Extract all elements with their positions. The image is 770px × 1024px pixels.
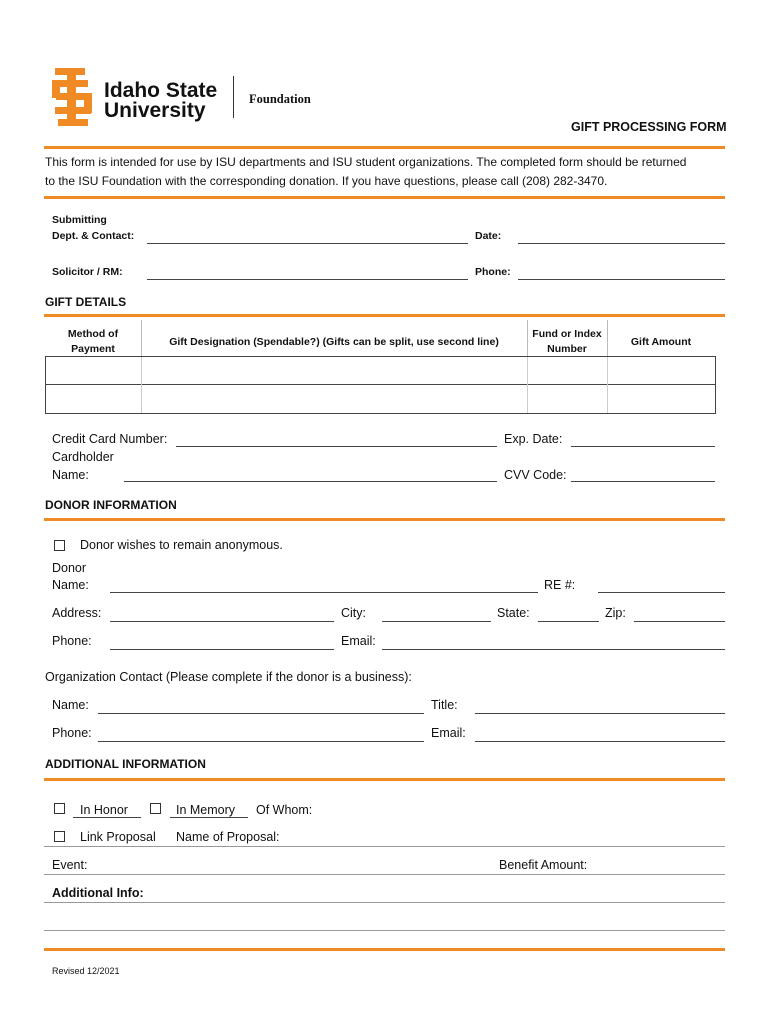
- proposal-name-label: Name of Proposal:: [176, 830, 280, 844]
- intro-line-2: to the ISU Foundation with the corresponding donation. If you have questions, please call (208) 282-3470.: [45, 174, 608, 188]
- event-field[interactable]: [44, 874, 725, 875]
- org-phone-field[interactable]: [98, 741, 424, 742]
- gift-details-heading: GIFT DETAILS: [45, 295, 127, 309]
- footer-rule: [44, 948, 725, 951]
- col-fund-line2: Number: [547, 343, 587, 355]
- org-name-field[interactable]: [98, 713, 424, 714]
- table-header-vline-3: [607, 320, 608, 356]
- additional-info-rule: [44, 778, 725, 781]
- cardholder-label-2: Name:: [52, 468, 89, 482]
- col-method: [45, 327, 141, 357]
- intro-line-1: This form is intended for use by ISU departments and ISU student organizations. The completed form should be returned: [45, 155, 687, 169]
- exp-date-field[interactable]: [571, 446, 715, 447]
- in-memory-label: In Memory: [176, 803, 236, 817]
- org-name-label: Name:: [52, 698, 89, 712]
- row1-amount-cell[interactable]: [608, 357, 714, 384]
- university-name-line1: Idaho State: [104, 79, 218, 102]
- of-whom-field[interactable]: [318, 817, 725, 818]
- link-proposal-label: Link Proposal: [80, 830, 156, 844]
- org-email-field[interactable]: [475, 741, 725, 742]
- donor-name-field[interactable]: [110, 592, 538, 593]
- date-field[interactable]: [518, 243, 725, 244]
- solicitor-label: Solicitor / RM:: [52, 266, 123, 278]
- additional-info-field-1[interactable]: [44, 902, 725, 903]
- city-field[interactable]: [382, 621, 491, 622]
- benefit-amount-label: Benefit Amount:: [499, 858, 588, 872]
- of-whom-label: Of Whom:: [256, 803, 313, 817]
- additional-info-label: Additional Info:: [52, 886, 144, 900]
- exp-date-label: Exp. Date:: [504, 432, 563, 446]
- cardholder-name-field[interactable]: [124, 481, 497, 482]
- dept-contact-field[interactable]: [147, 243, 468, 244]
- revised-date: Revised 12/2021: [52, 966, 120, 976]
- solicitor-field[interactable]: [147, 279, 468, 280]
- submitting-label-2: Dept. & Contact:: [52, 230, 135, 242]
- zip-label: Zip:: [605, 606, 626, 620]
- cc-number-label: Credit Card Number:: [52, 432, 168, 446]
- row2-fund-cell[interactable]: [528, 385, 606, 412]
- table-header-vline-2: [527, 320, 528, 356]
- cc-number-field[interactable]: [176, 446, 497, 447]
- in-memory-checkbox[interactable]: [150, 803, 161, 814]
- donor-name-label-1: Donor: [52, 561, 87, 575]
- re-number-field[interactable]: [598, 592, 725, 593]
- row2-method-cell[interactable]: [46, 385, 140, 412]
- org-contact-note: Organization Contact (Please complete if the donor is a business):: [45, 670, 412, 684]
- cardholder-label-1: Cardholder: [52, 450, 114, 464]
- gift-details-rule: [44, 314, 725, 317]
- donor-phone-label: Phone:: [52, 634, 92, 648]
- link-proposal-checkbox[interactable]: [54, 831, 65, 842]
- col-method-line1: Method of: [67, 328, 119, 340]
- donor-info-heading: DONOR INFORMATION: [45, 498, 177, 512]
- phone-label: Phone:: [475, 266, 511, 278]
- additional-info-heading: ADDITIONAL INFORMATION: [45, 757, 206, 771]
- title-rule: [44, 146, 725, 149]
- logo-divider: [233, 76, 234, 118]
- donor-info-rule: [44, 518, 725, 521]
- address-label: Address:: [52, 606, 102, 620]
- anonymous-label: Donor wishes to remain anonymous.: [80, 538, 283, 552]
- submitting-label-1: Submitting: [52, 214, 107, 226]
- in-memory-underline: [170, 817, 248, 818]
- donor-phone-field[interactable]: [110, 649, 334, 650]
- state-label: State:: [497, 606, 530, 620]
- org-title-label: Title:: [431, 698, 458, 712]
- city-label: City:: [341, 606, 366, 620]
- date-label: Date:: [475, 230, 502, 242]
- donor-name-label-2: Name:: [52, 578, 89, 592]
- row2-designation-cell[interactable]: [142, 385, 526, 412]
- row1-method-cell[interactable]: [46, 357, 140, 384]
- donor-email-label: Email:: [341, 634, 376, 648]
- col-method-line2: Payment: [71, 343, 115, 355]
- in-honor-label: In Honor: [80, 803, 128, 817]
- proposal-name-field[interactable]: [44, 846, 725, 847]
- org-email-label: Email:: [431, 726, 466, 740]
- col-designation: Gift Designation (Spendable?) (Gifts can be split, use second line): [169, 336, 499, 348]
- anonymous-checkbox[interactable]: [54, 540, 65, 551]
- foundation-label: Foundation: [249, 92, 311, 106]
- university-name-line2: University: [104, 99, 206, 122]
- org-phone-label: Phone:: [52, 726, 92, 740]
- isu-logo-icon: [52, 68, 92, 126]
- in-honor-checkbox[interactable]: [54, 803, 65, 814]
- col-fund-line1: Fund or Index: [532, 328, 602, 340]
- cvv-label: CVV Code:: [504, 468, 567, 482]
- org-title-field[interactable]: [475, 713, 725, 714]
- additional-info-field-2[interactable]: [44, 930, 725, 931]
- zip-field[interactable]: [634, 621, 725, 622]
- in-honor-underline: [73, 817, 141, 818]
- row1-designation-cell[interactable]: [142, 357, 526, 384]
- donor-email-field[interactable]: [382, 649, 725, 650]
- re-number-label: RE #:: [544, 578, 576, 592]
- row1-fund-cell[interactable]: [528, 357, 606, 384]
- cvv-field[interactable]: [571, 481, 715, 482]
- phone-field[interactable]: [518, 279, 725, 280]
- col-amount: Gift Amount: [630, 336, 692, 348]
- form-title: GIFT PROCESSING FORM: [571, 120, 727, 134]
- state-field[interactable]: [538, 621, 599, 622]
- row2-amount-cell[interactable]: [608, 385, 714, 412]
- table-header-vline-1: [141, 320, 142, 356]
- event-label: Event:: [52, 858, 88, 872]
- address-field[interactable]: [110, 621, 334, 622]
- col-fund: [527, 327, 607, 357]
- intro-rule: [44, 196, 725, 199]
